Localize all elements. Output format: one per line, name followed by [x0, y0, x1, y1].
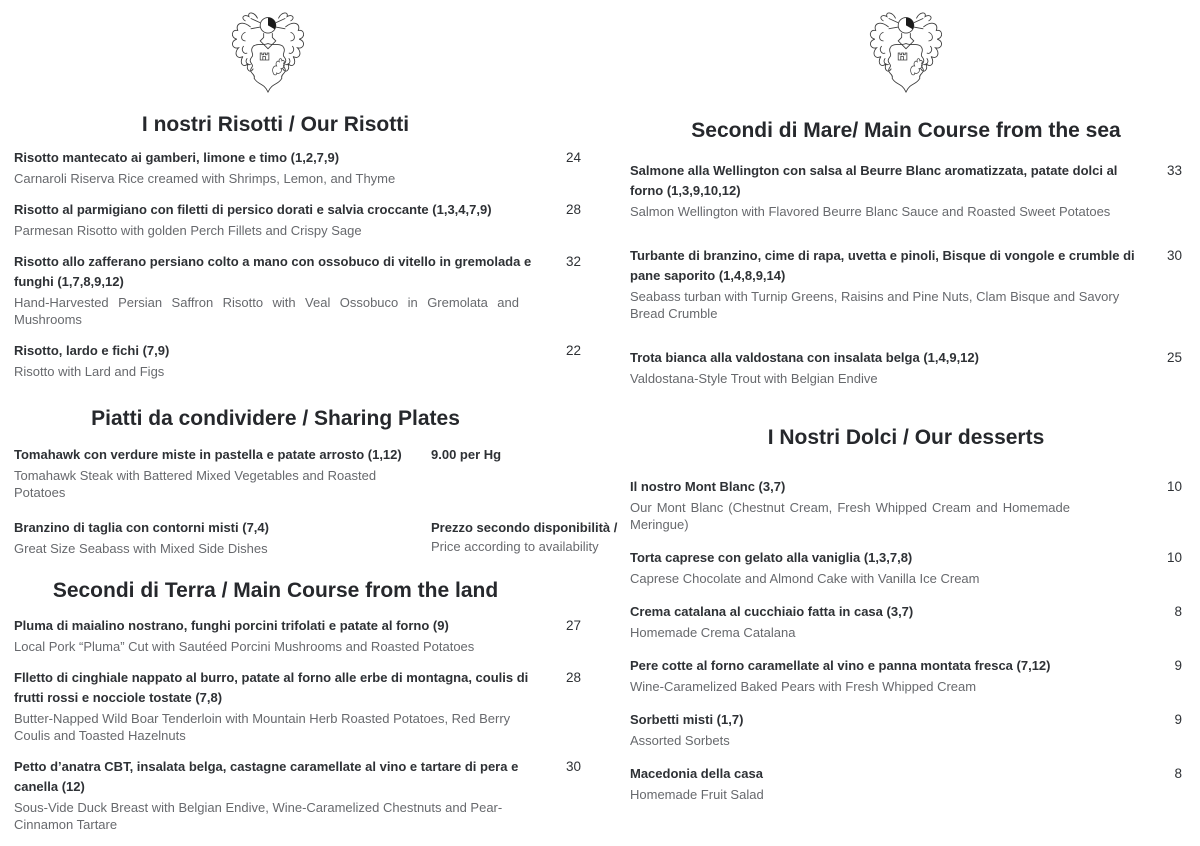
item-description: Local Pork “Pluma” Cut with Sautéed Porcini Mushrooms and Roasted Potatoes: [14, 639, 475, 654]
item-description: Risotto with Lard and Figs: [14, 364, 165, 379]
section-heading: Secondi di Terra / Main Course from the land: [52, 579, 499, 602]
coat-of-arms-icon: [222, 8, 314, 105]
menu-column-right: [630, 8, 1182, 846]
menu-item: [630, 348, 1182, 387]
item-title: Crema catalana al cucchiaio fatta in casa (3,7): [630, 604, 914, 619]
item-price: 27: [565, 618, 581, 633]
menu-item: [630, 602, 1182, 641]
item-price: 30: [1166, 248, 1182, 263]
item-description: Salmon Wellington with Flavored Beurre Blanc Sauce and Roasted Sweet Potatoes: [630, 204, 1111, 219]
section-heading: I nostri Risotti / Our Risotti: [141, 113, 410, 136]
section-heading: I Nostri Dolci / Our desserts: [767, 426, 1045, 449]
menu-item: [630, 656, 1182, 695]
item-description: Homemade Crema Catalana: [630, 625, 796, 640]
item-description: Butter-Napped Wild Boar Tenderloin with Mountain Herb Roasted Potatoes, Red Berry Coulis and Toasted Hazelnuts: [14, 711, 511, 743]
section-heading: Secondi di Mare/ Main Course from the sea: [691, 119, 1121, 142]
item-description: Great Size Seabass with Mixed Side Dishes: [14, 541, 268, 556]
menu-column-left: [14, 8, 618, 846]
item-title: Risotto allo zafferano persiano colto a mano con ossobuco di vitello in gremolada e funghi (1,7,8,9,12): [14, 254, 532, 289]
item-price: 25: [1166, 350, 1182, 365]
item-price: 22: [565, 343, 581, 358]
menu-item: [630, 161, 1182, 220]
item-title: Tomahawk con verdure miste in pastella e patate arrosto (1,12): [14, 447, 402, 462]
item-description: Wine-Caramelized Baked Pears with Fresh Whipped Cream: [630, 679, 977, 694]
item-price: 30: [565, 759, 581, 774]
item-title: Pere cotte al forno caramellate al vino e panna montata fresca (7,12): [630, 658, 1051, 673]
item-description: Valdostana-Style Trout with Belgian Endive: [630, 371, 878, 386]
item-description: Sous-Vide Duck Breast with Belgian Endive, Wine-Caramelized Chestnuts and Pear-Cinnamon Tartare: [14, 800, 503, 832]
item-price: 8: [1174, 604, 1182, 619]
coat-of-arms-icon: [860, 8, 952, 105]
item-title: Salmone alla Wellington con salsa al Beurre Blanc aromatizzata, patate dolci al forno (1,3,9,10,12): [630, 163, 1118, 198]
section-desserts: [630, 413, 1182, 818]
menu-item: [630, 764, 1182, 803]
section-heading: Piatti da condividere / Sharing Plates: [91, 407, 460, 430]
item-price: 10: [1166, 550, 1182, 565]
item-price: 10: [1166, 479, 1182, 494]
item-description: Hand-Harvested Persian Saffron Risotto with Veal Ossobuco in Gremolata and Mushrooms: [14, 295, 519, 327]
item-price-note: Price according to availability: [431, 539, 599, 554]
item-title: Risotto, lardo e fichi (7,9): [14, 343, 170, 358]
item-price: 9: [1174, 712, 1182, 727]
item-price: 24: [565, 150, 581, 165]
menu-item: [14, 148, 581, 187]
item-title: Petto d’anatra CBT, insalata belga, castagne caramellate al vino e tartare di pera e canella (12): [14, 759, 519, 794]
item-description: Homemade Fruit Salad: [630, 787, 764, 802]
menu-item: [14, 200, 581, 239]
item-title: Flletto di cinghiale nappato al burro, patate al forno alle erbe di montagna, coulis di frutti rossi e nocciole tostate (7,8): [14, 670, 529, 705]
item-title: Pluma di maialino nostrano, funghi porcini trifolati e patate al forno (9): [14, 618, 449, 633]
section-risotti: [14, 112, 581, 393]
menu-item: [630, 246, 1182, 322]
item-title: Turbante di branzino, cime di rapa, uvetta e pinoli, Bisque di vongole e crumble di pane saporito (1,4,8,9,14): [630, 248, 1135, 283]
menu-item: [14, 616, 581, 655]
section-sharing-plates: [14, 393, 618, 574]
item-price: [431, 518, 618, 556]
item-description: Assorted Sorbets: [630, 733, 730, 748]
menu-item: [630, 548, 1182, 587]
item-price: 28: [565, 202, 581, 217]
item-title: Risotto al parmigiano con filetti di persico dorati e salvia croccante (1,3,4,7,9): [14, 202, 492, 217]
menu-item: [630, 477, 1182, 533]
item-price: 33: [1166, 163, 1182, 178]
item-title: Il nostro Mont Blanc (3,7): [630, 479, 786, 494]
item-price: 9: [1174, 658, 1182, 673]
section-main-course-sea: [630, 118, 1182, 413]
item-description: Tomahawk Steak with Battered Mixed Vegetables and Roasted Potatoes: [14, 468, 377, 500]
section-main-course-land: [14, 574, 581, 846]
menu-item: [14, 518, 618, 557]
menu-item: [630, 710, 1182, 749]
item-title: Torta caprese con gelato alla vaniglia (1,3,7,8): [630, 550, 913, 565]
item-title: Risotto mantecato ai gamberi, limone e timo (1,2,7,9): [14, 150, 340, 165]
item-description: Carnaroli Riserva Rice creamed with Shrimps, Lemon, and Thyme: [14, 171, 396, 186]
menu-item: [14, 341, 581, 380]
item-price: 28: [565, 670, 581, 685]
item-title: Trota bianca alla valdostana con insalata belga (1,4,9,12): [630, 350, 979, 365]
menu-item: [14, 445, 581, 501]
item-price-text: 9.00 per Hg: [431, 447, 502, 462]
item-title: Sorbetti misti (1,7): [630, 712, 744, 727]
item-price: [431, 445, 581, 465]
menu-item: [14, 668, 581, 744]
menu-item: [14, 252, 581, 328]
item-title: Macedonia della casa: [630, 766, 763, 781]
menu-item: [14, 757, 581, 833]
item-price: 8: [1174, 766, 1182, 781]
item-description: Seabass turban with Turnip Greens, Raisins and Pine Nuts, Clam Bisque and Savory Bread Crumble: [630, 289, 1120, 321]
item-title: Branzino di taglia con contorni misti (7,4): [14, 520, 269, 535]
item-price-text: Prezzo secondo disponibilità /: [431, 520, 618, 535]
item-description: Our Mont Blanc (Chestnut Cream, Fresh Whipped Cream and Homemade Meringue): [630, 500, 1070, 532]
item-description: Parmesan Risotto with golden Perch Fillets and Crispy Sage: [14, 223, 362, 238]
item-price: 32: [565, 254, 581, 269]
item-description: Caprese Chocolate and Almond Cake with Vanilla Ice Cream: [630, 571, 980, 586]
